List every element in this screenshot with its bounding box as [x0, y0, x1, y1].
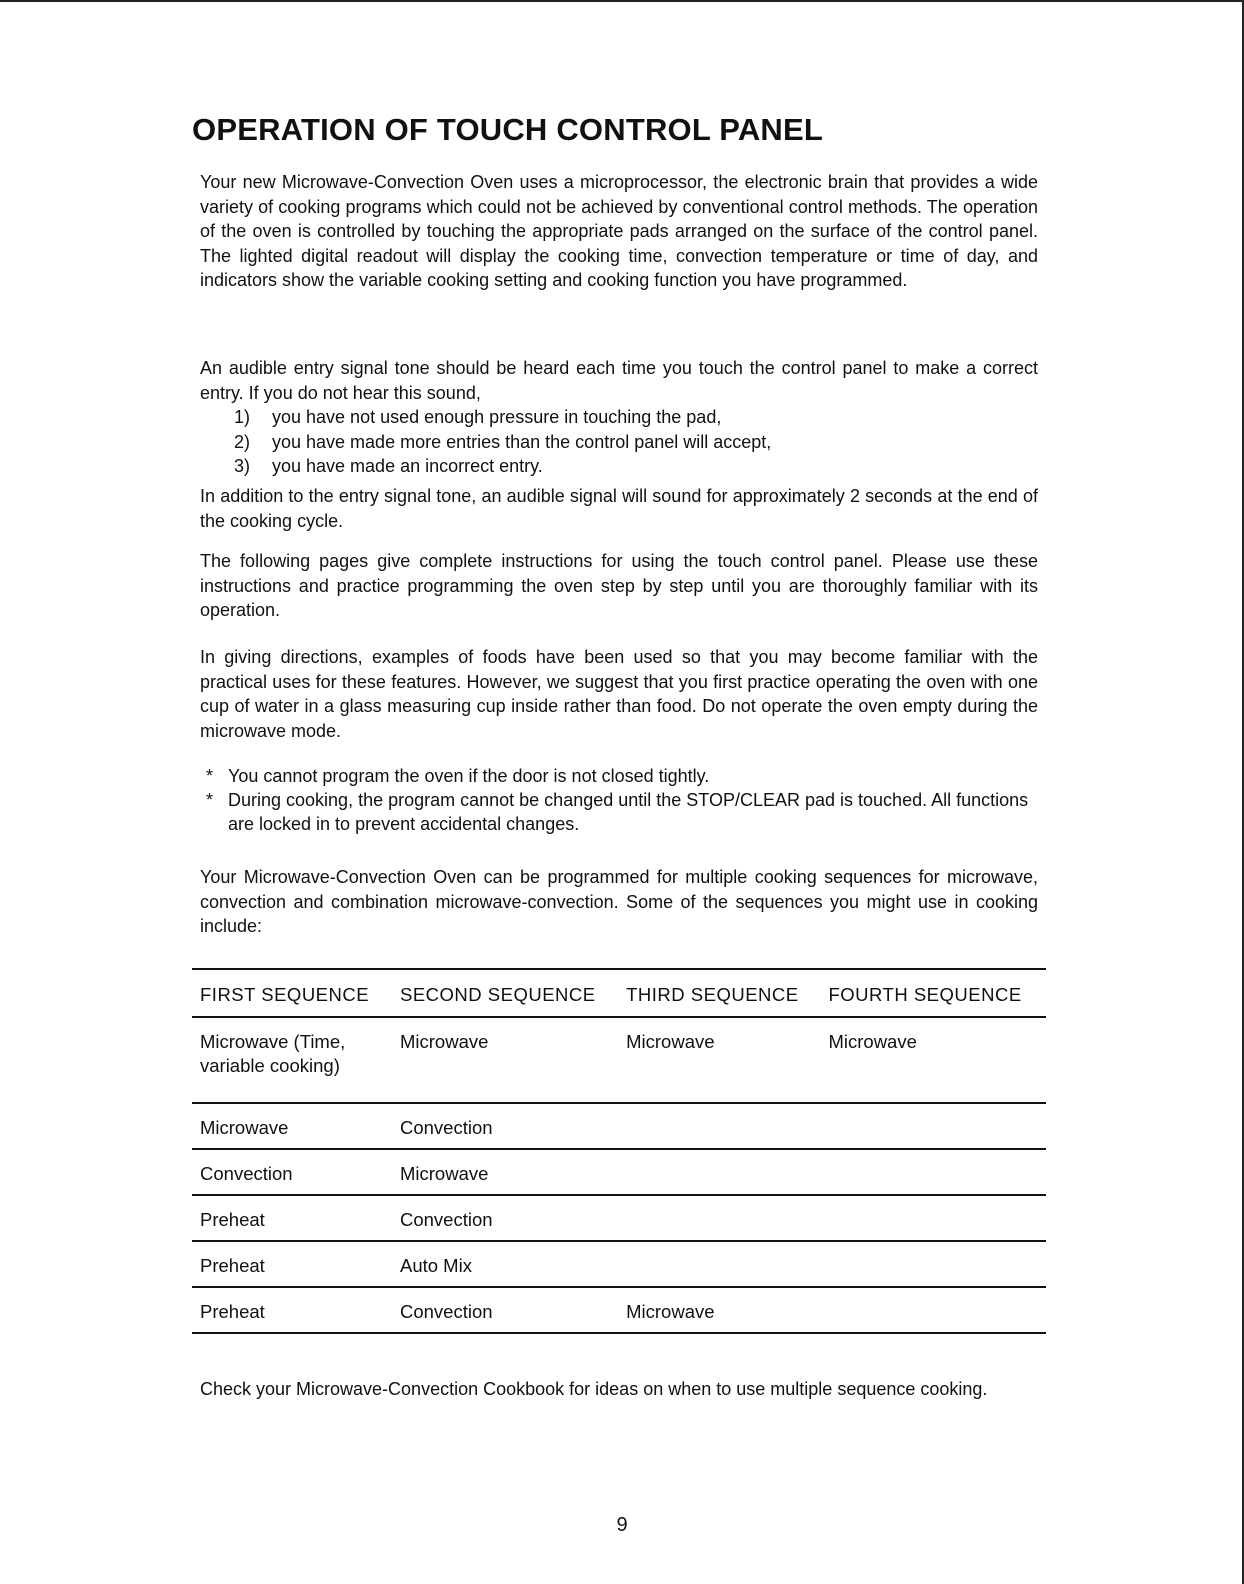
directions-paragraph: In giving directions, examples of foods have been used so that you may become familiar with the practical uses for these features. However, we suggest that you first practice operating the oven with one cup of water in a glass measuring cup inside rather than food. Do not operate the oven empty during the microwave mode. [200, 647, 1038, 741]
signal-paragraph: An audible entry signal tone should be heard each time you touch the control panel to make a correct entry. If you do not hear this sound, [200, 358, 1038, 403]
table-cell [618, 1103, 820, 1149]
table-row [192, 1017, 1046, 1103]
list-item: * During cooking, the program cannot be changed until the STOP/CLEAR pad is touched. All functions are locked in to prevent accidental changes. [206, 790, 1029, 834]
table-row [192, 1241, 1046, 1287]
table-row [192, 1287, 1046, 1333]
list-item: * You cannot program the oven if the door is not closed tightly. [206, 766, 710, 786]
table-cell [820, 1287, 1046, 1333]
table-cell [820, 1195, 1046, 1241]
asterisk-bullet: * [206, 790, 214, 810]
table-cell: Microwave [399, 1031, 489, 1052]
table-header-row [192, 969, 1046, 1017]
cookbook-paragraph: Check your Microwave-Convection Cookbook for ideas on when to use multiple sequence cooking. [200, 1379, 988, 1399]
table-cell: Preheat [200, 1209, 265, 1230]
table-cell [820, 1103, 1046, 1149]
table-cell: Auto Mix [399, 1255, 472, 1276]
table-cell: Preheat [200, 1301, 265, 1322]
table-cell: Microwave [626, 1031, 715, 1052]
header-third-sequence: THIRD SEQUENCE [626, 984, 799, 1005]
table-cell: Preheat [200, 1255, 265, 1276]
following-paragraph: The following pages give complete instructions for using the touch control panel. Please use these instructions and practice programming the oven step by step until you are thoroughly familiar with its operation. [200, 551, 1038, 620]
list-item: 1) you have not used enough pressure in touching the pad, [234, 407, 722, 427]
scan-top-border [0, 0, 1244, 2]
page-title: OPERATION OF TOUCH CONTROL PANEL [192, 112, 824, 147]
list-item: 2) you have made more entries than the control panel will accept, [234, 431, 772, 452]
asterisk-bullet: * [206, 766, 214, 786]
table-cell: Microwave [200, 1117, 289, 1138]
table-cell [820, 1149, 1046, 1195]
table-cell [820, 1241, 1046, 1287]
header-fourth-sequence: FOURTH SEQUENCE [828, 984, 1022, 1005]
header-second-sequence: SECOND SEQUENCE [399, 984, 596, 1005]
table-row [192, 1195, 1046, 1241]
intro-paragraph: Your new Microwave-Convection Oven uses a microprocessor, the electronic brain that provides a wide variety of cooking programs which could not be achieved by conventional control methods. The operation of the oven is controlled by touching the appropriate pads arranged on the surface of the control panel. The lighted digital readout will display the cooking time, convection temperature or time of day, and indicators show the variable cooking setting and cooking function you have programmed. [200, 172, 1038, 290]
table-cell: Convection [399, 1301, 493, 1322]
table-cell [618, 1195, 820, 1241]
list-item: 3) you have made an incorrect entry. [234, 456, 543, 476]
multiple-sequence-paragraph: Your Microwave-Convection Oven can be programmed for multiple cooking sequences for microwave, convection and combination microwave-convection. Some of the sequences you might use in cooking include: [200, 867, 1038, 936]
table-cell: Microwave [626, 1301, 715, 1322]
notes-list [206, 764, 1046, 836]
table-row [192, 1103, 1046, 1149]
table-cell: Convection [200, 1163, 293, 1184]
reasons-list [234, 405, 771, 479]
end-signal-paragraph: In addition to the entry signal tone, an audible signal will sound for approximately 2 seconds at the end of the cooking cycle. [200, 486, 1038, 531]
table-cell: Microwave [828, 1031, 917, 1052]
table-cell [618, 1241, 820, 1287]
table-cell: Microwave [399, 1163, 489, 1184]
table-row [192, 1149, 1046, 1195]
table-cell: Microwave (Time, variable cooking) [200, 1031, 346, 1076]
page-number: 9 [616, 1514, 628, 1536]
table-cell: Convection [399, 1117, 493, 1138]
table-cell [618, 1149, 820, 1195]
table-cell: Convection [399, 1209, 493, 1230]
header-first-sequence: FIRST SEQUENCE [200, 984, 370, 1005]
sequence-table [192, 968, 1046, 1334]
